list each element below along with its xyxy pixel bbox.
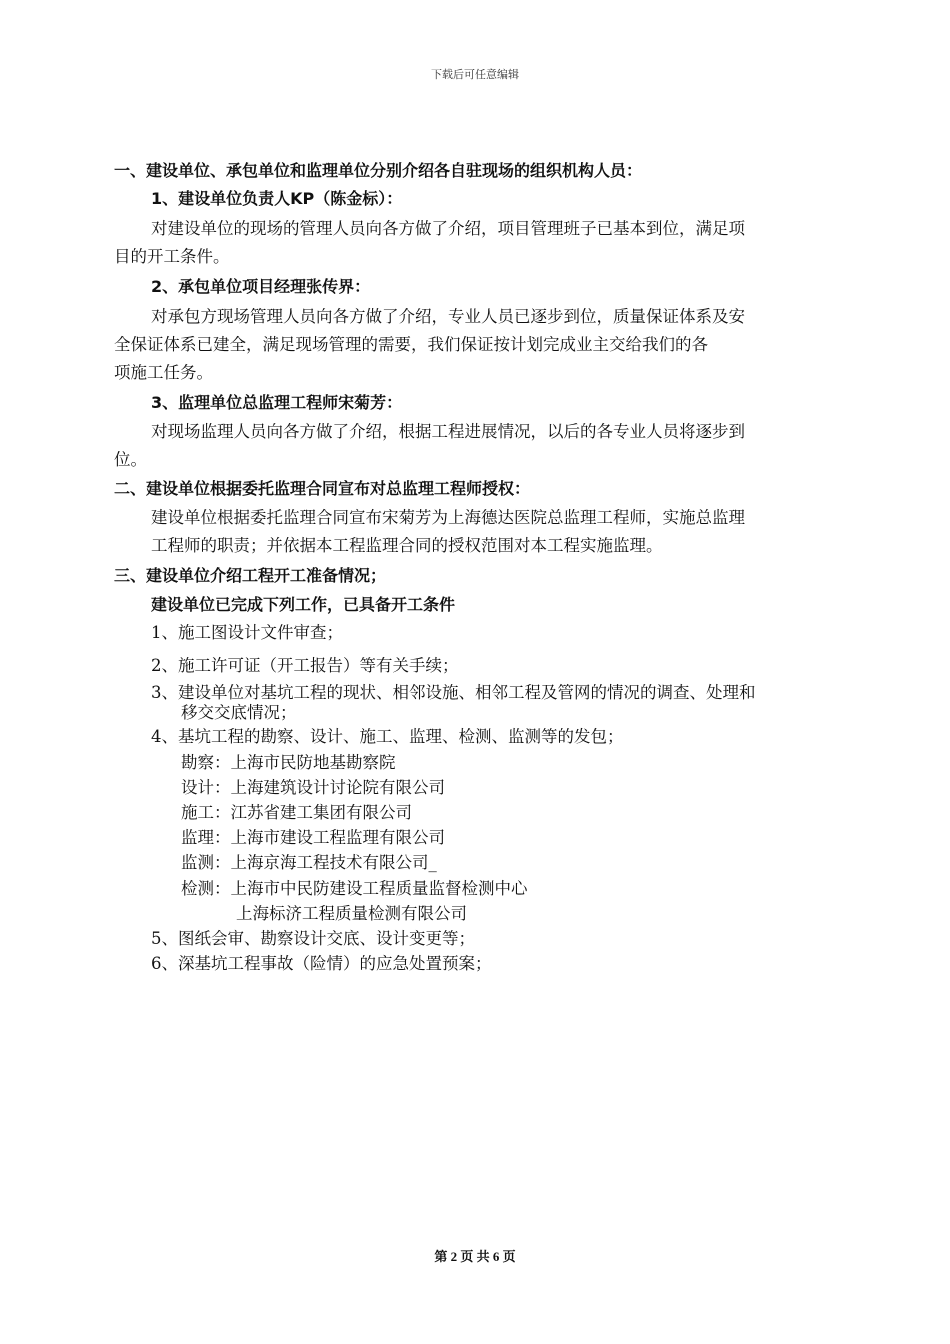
contractor-line: 检测：上海市中民防建设工程质量监督检测中心 bbox=[181, 879, 528, 898]
contractor-line: 监测：上海京海工程技术有限公司_ bbox=[181, 853, 437, 872]
section1-sub3-title: 3、监理单位总监理工程师宋菊芳： bbox=[151, 393, 403, 412]
list-item: 移交交底情况； bbox=[181, 703, 297, 722]
contractor-line: 勘察：上海市民防地基勘察院 bbox=[181, 753, 396, 772]
paragraph-line: 工程师的职责；并依据本工程监理合同的授权范围对本工程实施监理。 bbox=[151, 536, 663, 555]
contractor-line: 上海标济工程质量检测有限公司 bbox=[236, 904, 467, 923]
section1-sub1-title: 1、建设单位负责人KP（陈金标）： bbox=[151, 189, 403, 208]
list-item: 3、建设单位对基坑工程的现状、相邻设施、相邻工程及管网的情况的调查、处理和 bbox=[151, 683, 756, 702]
paragraph-line: 全保证体系已建全，满足现场管理的需要，我们保证按计划完成业主交给我们的各 bbox=[114, 335, 708, 354]
list-item: 2、施工许可证（开工报告）等有关手续； bbox=[151, 656, 459, 675]
paragraph-line: 对现场监理人员向各方做了介绍，根据工程进展情况，以后的各专业人员将逐步到 bbox=[151, 422, 745, 441]
section3-heading: 三、建设单位介绍工程开工准备情况； bbox=[114, 566, 387, 585]
contractor-line: 监理：上海市建设工程监理有限公司 bbox=[181, 828, 445, 847]
section3-subheading: 建设单位已完成下列工作，已具备开工条件 bbox=[151, 595, 456, 614]
page-header-note: 下载后可任意编辑 bbox=[431, 68, 519, 81]
section2-heading: 二、建设单位根据委托监理合同宣布对总监理工程师授权： bbox=[114, 479, 531, 498]
list-item: 4、基坑工程的勘察、设计、施工、监理、检测、监测等的发包； bbox=[151, 727, 624, 746]
paragraph-line: 目的开工条件。 bbox=[114, 247, 230, 266]
contractor-line: 施工：江苏省建工集团有限公司 bbox=[181, 803, 412, 822]
paragraph-line: 建设单位根据委托监理合同宣布宋菊芳为上海德达医院总监理工程师，实施总监理 bbox=[151, 508, 745, 527]
paragraph-line: 对承包方现场管理人员向各方做了介绍，专业人员已逐步到位，质量保证体系及安 bbox=[151, 307, 745, 326]
paragraph-line: 位。 bbox=[114, 450, 147, 469]
page-number: 第 2 页 共 6 页 bbox=[434, 1249, 516, 1264]
paragraph-line: 项施工任务。 bbox=[114, 363, 213, 382]
section1-heading: 一、建设单位、承包单位和监理单位分别介绍各自驻现场的组织机构人员： bbox=[114, 161, 643, 180]
paragraph-line: 对建设单位的现场的管理人员向各方做了介绍，项目管理班子已基本到位，满足项 bbox=[151, 219, 745, 238]
list-item: 5、图纸会审、勘察设计交底、设计变更等； bbox=[151, 929, 475, 948]
list-item: 6、深基坑工程事故（险情）的应急处置预案； bbox=[151, 954, 492, 973]
contractor-line: 设计：上海建筑设计讨论院有限公司 bbox=[181, 778, 445, 797]
list-item: 1、施工图设计文件审查； bbox=[151, 623, 343, 642]
section1-sub2-title: 2、承包单位项目经理张传界： bbox=[151, 277, 371, 296]
